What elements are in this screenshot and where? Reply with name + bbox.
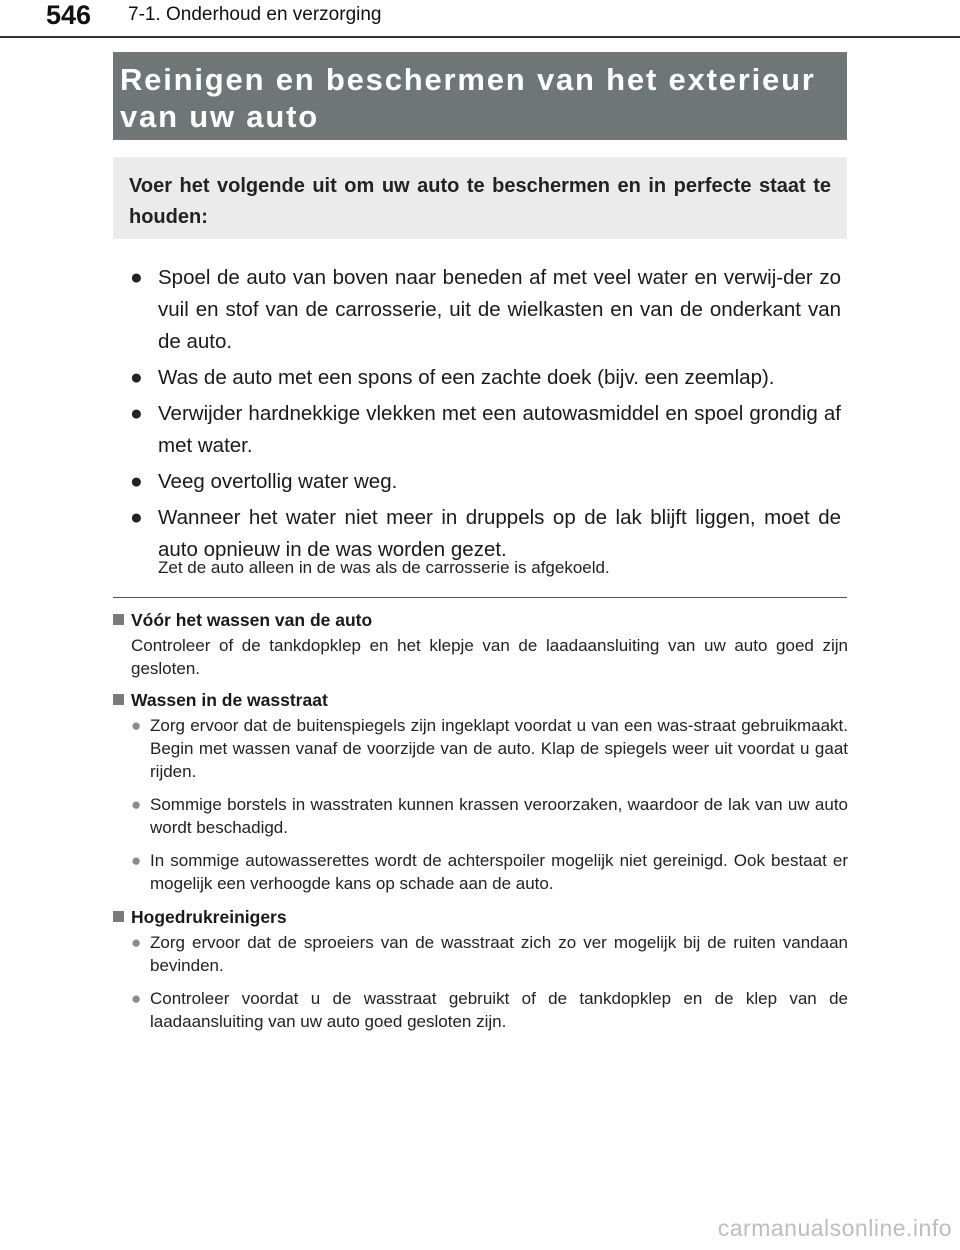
square-bullet-icon bbox=[113, 911, 124, 922]
note-text: Zet de auto alleen in de was als de carrosserie is afgekoeld. bbox=[158, 558, 610, 577]
bullet-icon: ● bbox=[131, 989, 142, 1008]
list-item bbox=[131, 849, 848, 895]
list-item bbox=[130, 466, 841, 498]
bullet-icon: ● bbox=[131, 933, 142, 952]
sub-heading-text: Wassen in de wasstraat bbox=[131, 690, 328, 710]
sub-heading-text: Hogedrukreinigers bbox=[131, 907, 287, 927]
page-number: 546 bbox=[46, 0, 92, 30]
header-rule bbox=[0, 36, 960, 38]
list-item bbox=[130, 362, 841, 394]
sub-heading-car-wash bbox=[113, 688, 848, 712]
list-item-text: Zorg ervoor dat de buitenspiegels zijn ingeklapt voordat u van een was-straat gebruikmaakt. Begin met wassen vanaf de voorzijde van de auto. Klap de spiegels weer uit voordat u gaat rijden. bbox=[150, 716, 848, 781]
list-item-text: Was de auto met een spons of een zachte doek (bijv. een zeemlap). bbox=[158, 366, 775, 389]
bullet-icon: ● bbox=[131, 716, 142, 735]
list-item bbox=[131, 793, 848, 839]
sub-heading-text: Vóór het wassen van de auto bbox=[131, 610, 373, 630]
watermark: carmanualsonline.info bbox=[717, 1215, 952, 1241]
list-item-text: In sommige autowasserettes wordt de achterspoiler mogelijk niet gereinigd. Ook bestaat er mogelijk een verhoogde kans op schade aan de auto. bbox=[150, 851, 848, 893]
title-line-2: van uw auto bbox=[120, 99, 319, 134]
list-item-text: Controleer voordat u de wasstraat gebruikt of de tankdopklep en de klep van de laadaansluiting van uw auto goed gesloten zijn. bbox=[150, 989, 848, 1031]
bullet-icon: ● bbox=[131, 851, 142, 870]
sub-heading-before-wash bbox=[113, 608, 848, 632]
list-item bbox=[131, 931, 848, 977]
high-pressure-list bbox=[131, 931, 848, 1033]
main-bullet-list bbox=[130, 262, 841, 570]
section-divider bbox=[113, 597, 847, 598]
bullet-icon: ● bbox=[130, 366, 143, 389]
bullet-icon: ● bbox=[130, 470, 143, 493]
section-header: 7-1. Onderhoud en verzorging bbox=[128, 4, 382, 25]
list-item-text: Zorg ervoor dat de sproeiers van de wasstraat zich zo ver mogelijk bij de ruiten vandaan bevinden. bbox=[150, 933, 848, 975]
list-item bbox=[131, 714, 848, 783]
list-item-text: Veeg overtollig water weg. bbox=[158, 470, 398, 493]
list-item-text: Verwijder hardnekkige vlekken met een autowasmiddel en spoel grondig af met water. bbox=[158, 402, 841, 457]
bullet-icon: ● bbox=[131, 795, 142, 814]
title-box bbox=[113, 52, 847, 140]
list-item-text: Wanneer het water niet meer in druppels op de lak blijft liggen, moet de auto opnieuw in de was worden gezet. bbox=[158, 506, 841, 561]
list-item-text: Spoel de auto van boven naar beneden af met veel water en verwij-der zo vuil en stof van de carrosserie, uit de wielkasten en van de onderkant van de auto. bbox=[158, 266, 841, 353]
list-item bbox=[130, 398, 841, 462]
square-bullet-icon bbox=[113, 694, 124, 705]
title-line-1: Reinigen en beschermen van het exterieur bbox=[120, 62, 816, 97]
paragraph: Controleer of de tankdopklep en het klepje van de laadaansluiting van uw auto goed zijn gesloten. bbox=[131, 636, 848, 678]
bullet-icon: ● bbox=[130, 506, 143, 529]
bullet-icon: ● bbox=[130, 266, 143, 289]
sub-heading-high-pressure bbox=[113, 905, 848, 929]
car-wash-list bbox=[131, 714, 848, 895]
list-item-text: Sommige borstels in wasstraten kunnen krassen veroorzaken, waardoor de lak van uw auto wordt beschadigd. bbox=[150, 795, 848, 837]
details-section bbox=[113, 608, 848, 1043]
intro-box: Voer het volgende uit om uw auto te beschermen en in perfecte staat te houden: bbox=[113, 157, 847, 239]
list-item bbox=[130, 262, 841, 358]
bullet-icon: ● bbox=[130, 402, 143, 425]
square-bullet-icon bbox=[113, 614, 124, 625]
list-item bbox=[131, 987, 848, 1033]
